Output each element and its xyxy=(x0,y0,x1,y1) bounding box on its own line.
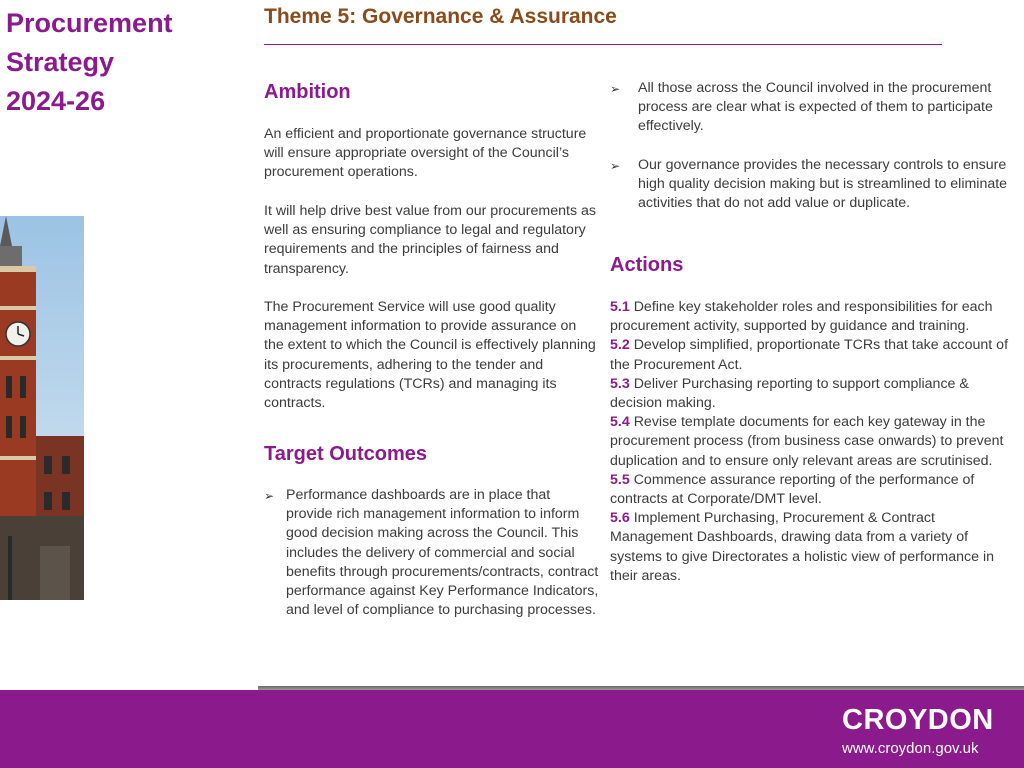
arrow-bullet-icon: ➢ xyxy=(610,82,621,96)
action-text: Define key stakeholder roles and responsibilities for each procurement activity, supported by guidance and training. xyxy=(610,299,993,335)
outcome-bullet-text: All those across the Council involved in the procurement process are clear what is expected of them to participate effectively. xyxy=(638,80,993,135)
action-text: Deliver Purchasing reporting to support compliance & decision making. xyxy=(610,375,969,412)
website-url: www.croydon.gov.uk xyxy=(842,740,979,757)
action-item xyxy=(610,471,1020,509)
action-number: 5.6 xyxy=(610,510,630,527)
title-divider xyxy=(264,44,942,45)
ambition-paragraph: It will help drive best value from our procurements as well as ensuring compliance to legal and regulatory requirements and the principles of fairness and transparency. xyxy=(264,203,596,277)
action-text: Commence assurance reporting of the performance of contracts at Corporate/DMT level. xyxy=(610,471,975,508)
action-item xyxy=(610,298,1020,336)
action-number: 5.4 xyxy=(610,414,630,431)
document-title xyxy=(6,4,246,121)
ambition-paragraph: The Procurement Service will use good quality management information to provide assurance on the extent to which the Council is effectively planning its procurements, adhering to the tender and contracts regulations (TCRs) and managing its contracts. xyxy=(264,299,596,412)
action-text: Implement Purchasing, Procurement & Contract Management Dashboards, drawing data from a variety of systems to give Directorates a holistic view of performance in their areas. xyxy=(610,510,994,584)
action-text: Revise template documents for each key gateway in the procurement process (from business case onwards) to prevent duplication and to ensure only relevant areas are scrutinised. xyxy=(610,414,1004,469)
clock-tower-image xyxy=(0,216,84,600)
outcome-bullet-text: Performance dashboards are in place that provide rich management information to inform good decision making across the Council. This includes the delivery of commercial and social benefits through procurements/contracts, contract performance against Key Performance Indicators, and level of compliance to purchasing processes. xyxy=(286,487,599,619)
arrow-bullet-icon: ➢ xyxy=(610,159,621,173)
title-line: 2024-26 xyxy=(6,86,106,116)
croydon-logo: CROYDON xyxy=(842,704,994,736)
outcome-bullet xyxy=(264,486,600,620)
title-line: Strategy xyxy=(6,47,115,77)
action-number: 5.1 xyxy=(610,299,630,315)
action-item xyxy=(610,375,1020,413)
title-line: Procurement xyxy=(6,8,173,38)
theme-title: Theme 5: Governance & Assurance xyxy=(264,5,617,28)
action-number: 5.2 xyxy=(610,337,630,354)
action-item xyxy=(610,509,1020,586)
outcome-bullet xyxy=(610,79,1020,137)
outcome-bullet-text: Our governance provides the necessary controls to ensure high quality decision making but is streamlined to eliminate activities that do not add value or duplicate. xyxy=(638,157,1008,212)
action-item xyxy=(610,336,1020,374)
action-number: 5.3 xyxy=(610,375,630,392)
ambition-heading: Ambition xyxy=(264,81,351,103)
action-text: Develop simplified, proportionate TCRs that take account of the Procurement Act. xyxy=(610,337,1009,373)
target-outcomes-heading: Target Outcomes xyxy=(264,443,427,465)
actions-list xyxy=(610,298,1020,586)
actions-heading: Actions xyxy=(610,254,684,276)
ambition-paragraph: An efficient and proportionate governance structure will ensure appropriate oversight of the Council’s procurement operations. xyxy=(264,126,587,181)
arrow-bullet-icon: ➢ xyxy=(264,489,275,503)
action-item xyxy=(610,413,1020,471)
outcome-bullet xyxy=(610,156,1020,214)
action-number: 5.5 xyxy=(610,471,630,488)
